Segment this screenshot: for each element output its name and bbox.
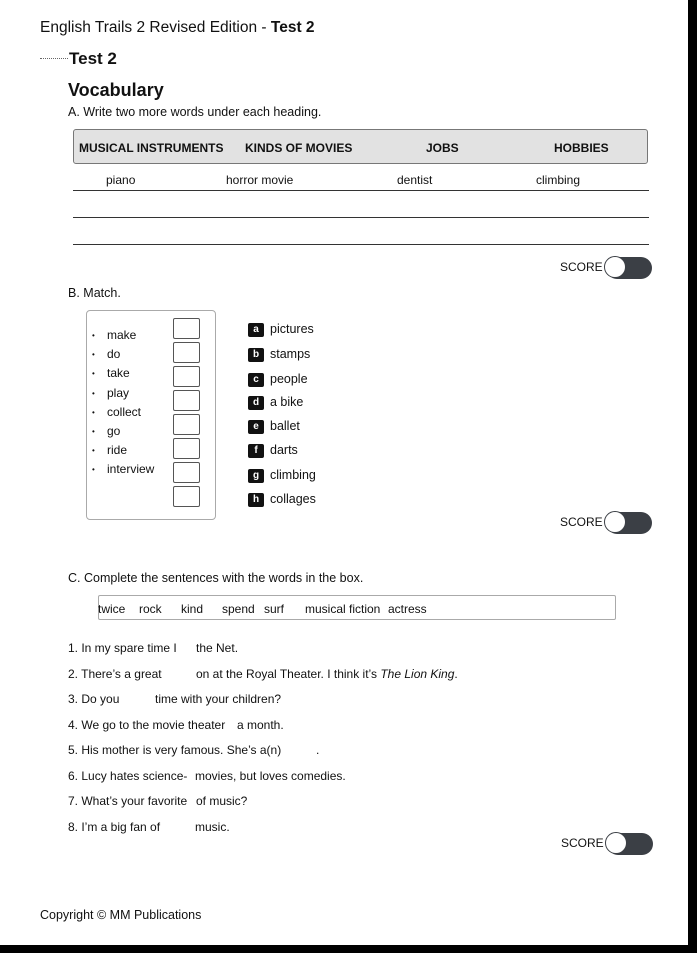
copyright-footer: Copyright © MM Publications xyxy=(40,908,202,922)
toggle-knob xyxy=(605,832,627,854)
verb-item: • collect xyxy=(92,405,142,419)
score-label: SCORE xyxy=(561,836,604,850)
answer-box[interactable] xyxy=(173,438,200,459)
answer-box[interactable] xyxy=(173,414,200,435)
heading-kinds-of-movies: KINDS OF MOVIES xyxy=(245,141,353,155)
word-box-item: twice xyxy=(98,602,126,616)
answer-box[interactable] xyxy=(173,342,200,363)
bullet-icon: • xyxy=(92,350,95,360)
verb-item: • ride xyxy=(92,443,128,457)
sentence-2-rest: on at the Royal Theater. I think it’s The Lion King. xyxy=(196,667,458,681)
word-box-item: actress xyxy=(388,602,427,616)
match-option: e ballet xyxy=(248,419,300,434)
dotted-leader xyxy=(40,58,68,59)
sentence-2: 2. There’s a great xyxy=(68,667,162,681)
answer-line[interactable] xyxy=(73,190,649,191)
word-box-item: spend xyxy=(222,602,255,616)
test-title: Test 2 xyxy=(69,49,117,68)
score-label: SCORE xyxy=(560,260,603,274)
word-box-item: surf xyxy=(264,602,285,616)
sentence-5: 5. His mother is very famous. She’s a(n) xyxy=(68,743,282,757)
bullet-icon: • xyxy=(92,408,95,418)
bullet-icon: • xyxy=(92,446,95,456)
example-job: dentist xyxy=(397,173,433,187)
verb-item: • take xyxy=(92,366,130,380)
heading-jobs: JOBS xyxy=(426,141,459,155)
sentence-4-rest: a month. xyxy=(237,718,284,732)
sentence-8: 8. I’m a big fan of xyxy=(68,820,161,834)
example-movie: horror movie xyxy=(226,173,294,187)
score-toggle[interactable] xyxy=(606,257,652,279)
score-label: SCORE xyxy=(560,515,603,529)
match-option: g climbing xyxy=(248,468,316,483)
bullet-icon: • xyxy=(92,427,95,437)
sentence-4: 4. We go to the movie theater xyxy=(68,718,226,732)
verb-item: • interview xyxy=(92,462,155,476)
verb-item: • make xyxy=(92,328,137,342)
sentence-6-rest: movies, but loves comedies. xyxy=(195,769,346,783)
sentence-2-title: The Lion King xyxy=(380,667,455,681)
answer-box[interactable] xyxy=(173,462,200,483)
word-box-item: musical fiction xyxy=(305,602,381,616)
match-option: a pictures xyxy=(248,322,314,337)
example-hobby: climbing xyxy=(536,173,581,187)
section-title: Vocabulary xyxy=(68,80,164,100)
sentence-1-rest: the Net. xyxy=(196,641,239,655)
answer-box[interactable] xyxy=(173,390,200,411)
part-b-instruction: B. Match. xyxy=(68,286,121,300)
match-option: b stamps xyxy=(248,347,310,362)
toggle-knob xyxy=(604,256,626,278)
bullet-icon: • xyxy=(92,465,95,475)
document-header: English Trails 2 Revised Edition - Test 2 xyxy=(40,19,315,36)
verb-item: • play xyxy=(92,386,130,400)
sentence-3: 3. Do you xyxy=(68,692,120,706)
heading-musical-instruments: MUSICAL INSTRUMENTS xyxy=(79,141,224,155)
answer-box[interactable] xyxy=(173,486,200,507)
answer-line[interactable] xyxy=(73,244,649,245)
match-option: c people xyxy=(248,372,308,387)
sentence-6: 6. Lucy hates science- xyxy=(68,769,188,783)
bullet-icon: • xyxy=(92,369,95,379)
word-box-item: rock xyxy=(139,602,162,616)
sentence-7-rest: of music? xyxy=(196,794,248,808)
header-test-label: Test 2 xyxy=(270,19,315,36)
answer-line[interactable] xyxy=(73,217,649,218)
score-toggle[interactable] xyxy=(606,512,652,534)
example-instrument: piano xyxy=(106,173,136,187)
answer-box[interactable] xyxy=(173,318,200,339)
toggle-knob xyxy=(604,511,626,533)
sentence-1: 1. In my spare time I xyxy=(68,641,177,655)
sentence-3-rest: time with your children? xyxy=(155,692,282,706)
bullet-icon: • xyxy=(92,389,95,399)
heading-hobbies: HOBBIES xyxy=(554,141,609,155)
match-option: h collages xyxy=(248,492,316,507)
score-toggle[interactable] xyxy=(607,833,653,855)
verb-item: • go xyxy=(92,424,121,438)
bullet-icon: • xyxy=(92,331,95,341)
sentence-8-rest: music. xyxy=(195,820,230,834)
part-c-instruction: C. Complete the sentences with the words in the box. xyxy=(68,571,364,585)
sentence-7: 7. What’s your favorite xyxy=(68,794,188,808)
match-option: f darts xyxy=(248,443,298,458)
verb-item: • do xyxy=(92,347,121,361)
answer-box[interactable] xyxy=(173,366,200,387)
word-box-item: kind xyxy=(181,602,204,616)
part-a-instruction: A. Write two more words under each heading. xyxy=(68,105,322,119)
match-option: d a bike xyxy=(248,395,303,410)
sentence-5-rest: . xyxy=(316,743,320,757)
